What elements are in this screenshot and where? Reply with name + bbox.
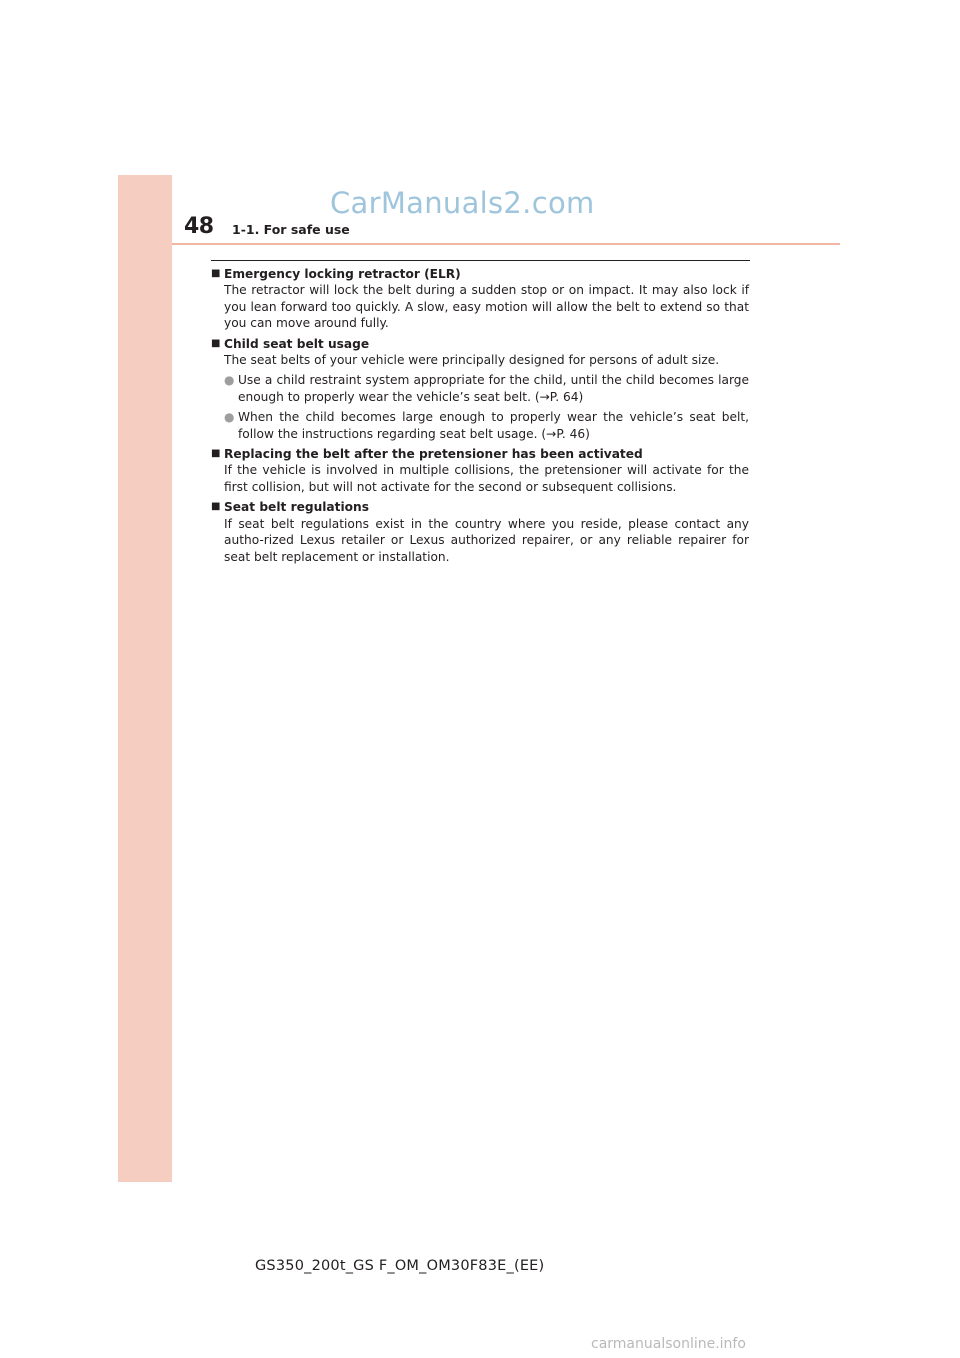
- section-paragraph: If seat belt regulations exist in the country where you reside, please contact any autho-rized Lexus retailer or Lexus authorized repairer, or any reliable repairer for seat belt replacement or installation.: [224, 516, 749, 564]
- section-heading: Replacing the belt after the pretensioner has been activated: [224, 447, 643, 462]
- watermark-bottom: carmanualsonline.info: [591, 1336, 746, 1352]
- section-heading: Emergency locking retractor (ELR): [224, 267, 461, 281]
- page-number: 48: [184, 214, 214, 239]
- bullet-text: Use a child restraint system appropriate for the child, until the child becomes large enough to properly wear the vehicle’s seat belt. (→P. 64): [238, 373, 749, 404]
- footer-document-code: GS350_200t_GS F_OM_OM30F83E_(EE): [255, 1258, 545, 1274]
- square-marker-icon: ■: [211, 501, 221, 513]
- bullet-dot-icon: ●: [224, 410, 235, 425]
- section-regulations: [211, 499, 749, 565]
- content-body: [211, 266, 749, 569]
- square-marker-icon: ■: [211, 448, 221, 460]
- bullet-dot-icon: ●: [224, 373, 235, 388]
- section-elr: [211, 266, 749, 332]
- side-color-band: [118, 175, 172, 1182]
- section-paragraph: If the vehicle is involved in multiple collisions, the pretensioner will activate for the first collision, but will not activate for the second or subsequent collisions.: [224, 463, 749, 494]
- bullet-text: When the child becomes large enough to properly wear the vehicle’s seat belt, follow the instructions regarding seat belt usage. (→P. 46): [238, 410, 749, 441]
- section-paragraph: The seat belts of your vehicle were principally designed for persons of adult size.: [224, 353, 720, 368]
- square-marker-icon: ■: [211, 337, 221, 349]
- section-heading: Child seat belt usage: [224, 336, 370, 351]
- square-marker-icon: ■: [211, 268, 221, 279]
- section-title: 1-1. For safe use: [232, 222, 350, 237]
- header-rule: [172, 243, 840, 245]
- bullet-item: [224, 409, 749, 442]
- section-paragraph: The retractor will lock the belt during a sudden stop or on impact. It may also lock if you lean forward too quickly. A slow, easy motion will allow the belt to extend so that you can move around fully.: [224, 283, 749, 331]
- section-child-seat-belt: [211, 336, 749, 442]
- content-divider: [211, 260, 750, 261]
- section-heading: Seat belt regulations: [224, 500, 369, 515]
- bullet-item: [224, 372, 749, 405]
- watermark-top: CarManuals2.com: [330, 186, 595, 220]
- section-pretensioner: [211, 446, 749, 495]
